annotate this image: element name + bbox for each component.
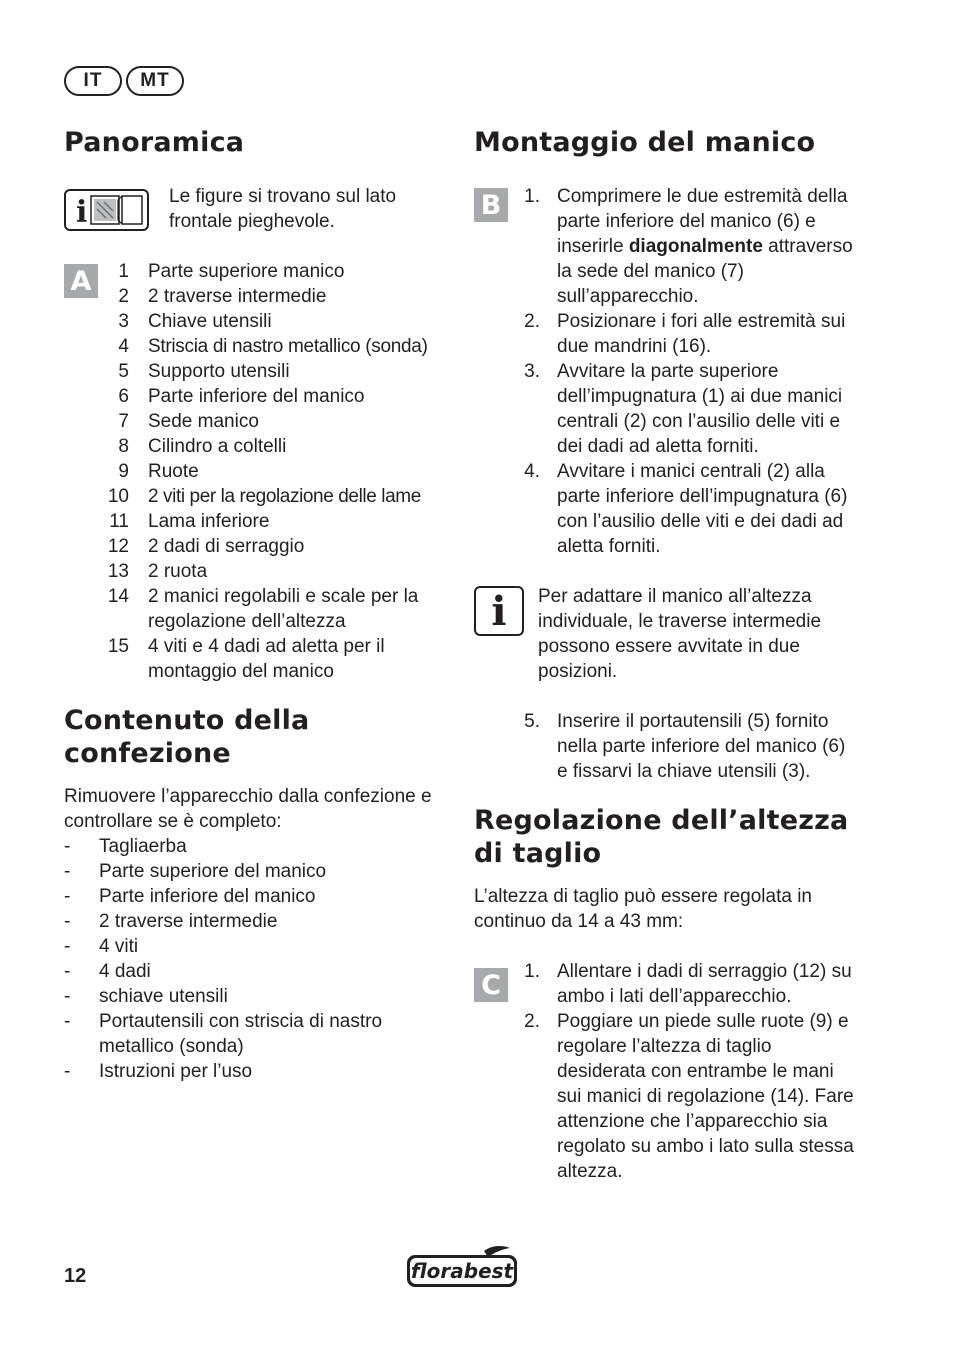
foldout-note: Le figure si trovano sul lato frontale pieghevole. [169,186,397,232]
list-item: 2. Posizionare i fori alle estremità sui due mandrini (16). [524,311,846,357]
list-item: 2 2 traverse intermedie [118,286,327,307]
list-item: 1. Comprimere le due estremità della parte inferiore del manico (6) e inserirle diagonalmente attraverso la sede del manico (7) sull’apparecchio. [524,186,853,307]
list-item: 1. Allentare i dadi di serraggio (12) su ambo i lati dell’apparecchio. [524,961,852,1007]
montaggio-heading: Montaggio del manico [474,127,816,158]
svg-text:i: i [76,195,88,230]
figure-a-marker: A [64,264,98,298]
list-item: 13 2 ruota [107,561,208,582]
list-item: 11 Lama inferiore [109,511,270,532]
language-badge-mt: MT [126,66,184,96]
list-item: 6 Parte inferiore del manico [118,386,365,407]
list-item: - Istruzioni per l’uso [64,1061,253,1082]
list-item: - 4 dadi [64,961,151,982]
figure-b-marker: B [474,188,508,222]
language-badges [64,66,188,96]
mounting-step-5 [516,709,866,784]
language-badge-it: IT [64,66,122,96]
page-number: 12 [64,1265,87,1287]
list-item: 10 2 viti per la regolazione delle lame [107,486,421,507]
foldout-page-icon [64,189,149,231]
info-icon: i [474,586,524,636]
list-item: 4. Avvitare i manici centrali (2) alla parte inferiore dell’impugnatura (6) con l’ausilio delle viti e dei dadi ad aletta forniti. [524,461,848,557]
list-item: 3 Chiave utensili [118,311,272,332]
list-item: 7 Sede manico [118,411,259,432]
list-item: 5 Supporto utensili [118,361,290,382]
height-steps-list [516,959,866,1184]
florabest-logo [406,1245,520,1297]
info-note: Per adattare il manico all’altezza individuale, le traverse intermedie possono essere avvitate in due posizioni. [538,586,822,682]
contenuto-heading: Contenuto della confezione [64,705,310,769]
mounting-steps-list [516,184,866,559]
list-item: 1 Parte superiore manico [118,261,345,282]
figure-c-marker: C [474,968,508,1002]
list-item: - Parte inferiore del manico [64,886,316,907]
list-item: - 4 viti [64,936,139,957]
list-item: 3. Avvitare la parte superiore dell’impugnatura (1) ai due manici centrali (2) con l’ausilio delle viti e dei dadi ad aletta forniti. [524,361,843,457]
regolazione-heading: Regolazione dell’altezza di taglio [474,805,849,869]
list-item: 2. Poggiare un piede sulle ruote (9) e regolare l’altezza di taglio desiderata con entrambe le mani sui manici di regolazione (14). Fare attenzione che l’apparecchio sia regolato su ambo i lato sulla stessa altezza. [524,1011,854,1182]
list-item: 8 Cilindro a coltelli [118,436,287,457]
regolazione-intro: L’altezza di taglio può essere regolata in continuo da 14 a 43 mm: [474,886,813,932]
list-item: 9 Ruote [118,461,199,482]
list-item: 14 2 manici regolabili e scale per la regolazione dell’altezza [107,586,419,632]
list-item: - Portautensili con striscia di nastro metallico (sonda) [64,1011,383,1057]
list-item: 5. Inserire il portautensili (5) fornito nella parte inferiore del manico (6) e fissarvi la chiave utensili (3). [524,711,846,782]
list-item: 15 4 viti e 4 dadi ad aletta per il montaggio del manico [107,636,385,682]
svg-text:florabest: florabest [410,1259,514,1283]
parts-list [102,259,452,684]
list-item: - Parte superiore del manico [64,861,327,882]
panoramica-heading: Panoramica [64,127,245,158]
contenuto-intro: Rimuovere l’apparecchio dalla confezione e controllare se è completo: [64,786,432,832]
list-item: 12 2 dadi di serraggio [107,536,305,557]
list-item: - Tagliaerba [64,836,187,857]
list-item: - schiave utensili [64,986,228,1007]
list-item: - 2 traverse intermedie [64,911,278,932]
list-item: 4 Striscia di nastro metallico (sonda) [118,336,428,357]
package-contents-list [64,834,454,1084]
